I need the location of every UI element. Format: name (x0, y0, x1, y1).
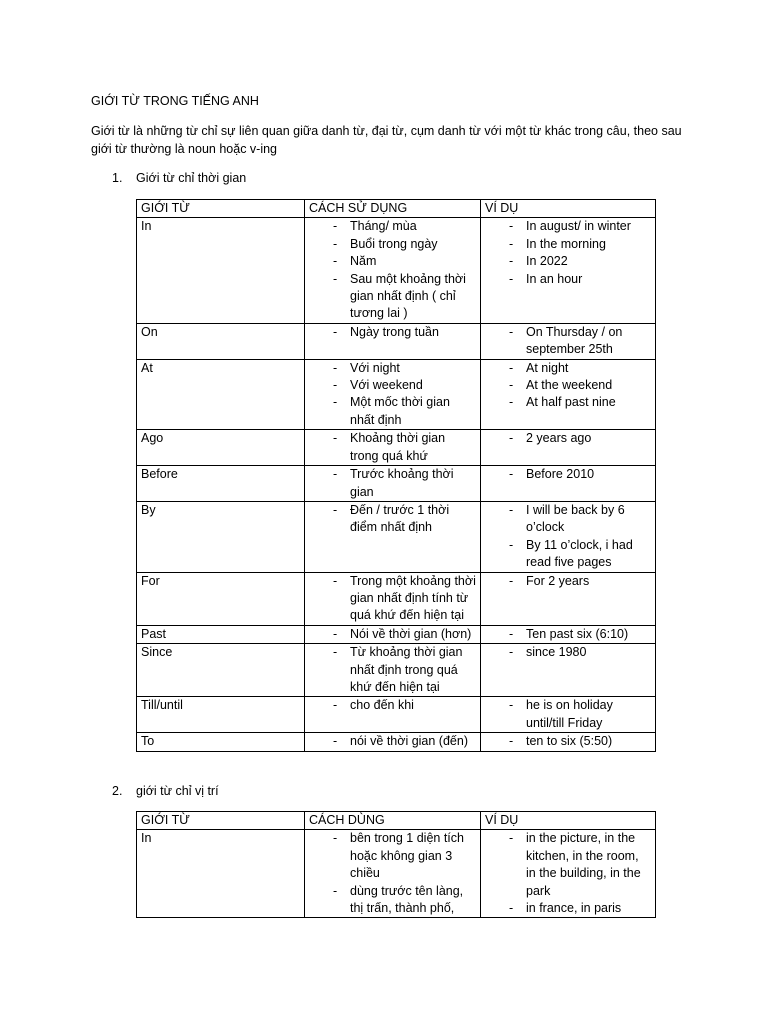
usage-item: - Một mốc thời gian nhất định (309, 394, 476, 429)
example-list (485, 626, 651, 643)
usage-list (309, 466, 476, 501)
usage-list (309, 573, 476, 625)
usage-item: - Từ khoảng thời gian nhất định trong quá khứ đến hiện tại (309, 644, 476, 696)
example-item: - By 11 o’clock, i had read five pages (485, 537, 651, 572)
usage-item: - Năm (309, 253, 476, 270)
example-item: - since 1980 (485, 644, 651, 661)
table-row (137, 733, 656, 751)
example-item: - In 2022 (485, 253, 651, 270)
table-header-row (137, 812, 656, 830)
example-list (485, 360, 651, 412)
example-cell (481, 625, 656, 643)
header-usage: CÁCH DÙNG (305, 812, 481, 830)
table-row (137, 218, 656, 323)
example-list (485, 502, 651, 572)
example-cell (481, 644, 656, 697)
usage-item: - Trong một khoảng thời gian nhất định tính từ quá khứ đến hiện tại (309, 573, 476, 625)
preposition-cell: Ago (137, 430, 305, 466)
example-cell (481, 323, 656, 359)
usage-item: - cho đến khi (309, 697, 476, 714)
section-2-title: giới từ chỉ vị trí (136, 784, 219, 798)
example-item: - 2 years ago (485, 430, 651, 447)
usage-cell (305, 430, 481, 466)
example-list (485, 733, 651, 750)
usage-item: - Nói về thời gian (hơn) (309, 626, 476, 643)
preposition-cell: To (137, 733, 305, 751)
table-row (137, 323, 656, 359)
example-cell (481, 733, 656, 751)
preposition-cell: Before (137, 466, 305, 502)
example-list (485, 573, 651, 590)
example-item: - At half past nine (485, 394, 651, 411)
table-row (137, 359, 656, 430)
usage-cell (305, 830, 481, 918)
usage-item: - bên trong 1 diện tích hoặc không gian 3 chiều (309, 830, 476, 882)
example-item: - Before 2010 (485, 466, 651, 483)
usage-item: - nói về thời gian (đến) (309, 733, 476, 750)
usage-cell (305, 572, 481, 625)
table-row (137, 644, 656, 697)
example-cell (481, 697, 656, 733)
usage-list (309, 626, 476, 643)
header-example: VÍ DỤ (481, 200, 656, 218)
example-item: - Ten past six (6:10) (485, 626, 651, 643)
preposition-cell: By (137, 501, 305, 572)
usage-item: - Đến / trước 1 thời điểm nhất định (309, 502, 476, 537)
usage-list (309, 697, 476, 714)
example-cell (481, 572, 656, 625)
example-cell (481, 501, 656, 572)
example-list (485, 644, 651, 661)
preposition-cell: Past (137, 625, 305, 643)
example-item: - In the morning (485, 236, 651, 253)
example-item: - ten to six (5:50) (485, 733, 651, 750)
table-row (137, 466, 656, 502)
usage-list (309, 644, 476, 696)
example-cell (481, 466, 656, 502)
usage-list (309, 830, 476, 917)
preposition-cell: In (137, 830, 305, 918)
table-row (137, 697, 656, 733)
place-prepositions-table (136, 811, 656, 918)
usage-cell (305, 644, 481, 697)
usage-cell (305, 323, 481, 359)
example-item: - I will be back by 6 o’clock (485, 502, 651, 537)
table-row (137, 572, 656, 625)
example-list (485, 324, 651, 359)
preposition-cell: In (137, 218, 305, 323)
header-preposition: GIỚI TỪ (137, 200, 305, 218)
table-row (137, 625, 656, 643)
section-1-number: 1. (112, 171, 123, 185)
table-row (137, 430, 656, 466)
example-list (485, 430, 651, 447)
preposition-cell: Till/until (137, 697, 305, 733)
usage-cell (305, 625, 481, 643)
example-list (485, 830, 651, 917)
usage-cell (305, 501, 481, 572)
intro-paragraph: Giới từ là những từ chỉ sự liên quan giữa danh từ, đại từ, cụm danh từ với một từ khác trong câu, theo sau giới từ thường là noun hoặc v-ing (91, 124, 682, 156)
usage-cell (305, 218, 481, 323)
usage-item: - Tháng/ mùa (309, 218, 476, 235)
usage-list (309, 324, 476, 341)
usage-cell (305, 359, 481, 430)
usage-item: - Sau một khoảng thời gian nhất định ( chỉ tương lai ) (309, 271, 476, 323)
section-2-heading (112, 784, 219, 798)
table-header-row (137, 200, 656, 218)
example-cell (481, 430, 656, 466)
header-example: VÍ DỤ (481, 812, 656, 830)
usage-cell (305, 466, 481, 502)
section-2-number: 2. (112, 784, 123, 798)
example-cell (481, 218, 656, 323)
header-preposition: GIỚI TỪ (137, 812, 305, 830)
usage-list (309, 430, 476, 465)
header-usage: CÁCH SỬ DỤNG (305, 200, 481, 218)
table-row (137, 501, 656, 572)
example-list (485, 697, 651, 732)
usage-item: - Với weekend (309, 377, 476, 394)
preposition-cell: At (137, 359, 305, 430)
usage-list (309, 502, 476, 537)
time-prepositions-table (136, 199, 656, 752)
preposition-cell: For (137, 572, 305, 625)
usage-list (309, 360, 476, 430)
usage-item: - Ngày trong tuần (309, 324, 476, 341)
usage-cell (305, 697, 481, 733)
example-item: - For 2 years (485, 573, 651, 590)
usage-item: - Với night (309, 360, 476, 377)
example-list (485, 218, 651, 288)
usage-item: - dùng trước tên làng, thị trấn, thành phố, (309, 883, 476, 918)
preposition-cell: On (137, 323, 305, 359)
preposition-cell: Since (137, 644, 305, 697)
example-list (485, 466, 651, 483)
section-1-title: Giới từ chỉ thời gian (136, 171, 247, 185)
usage-item: - Khoảng thời gian trong quá khứ (309, 430, 476, 465)
table-row (137, 830, 656, 918)
example-item: - In august/ in winter (485, 218, 651, 235)
usage-item: - Trước khoảng thời gian (309, 466, 476, 501)
usage-item: - Buổi trong ngày (309, 236, 476, 253)
section-1-heading (112, 171, 246, 185)
example-item: - in the picture, in the kitchen, in the room, in the building, in the park (485, 830, 651, 900)
document-title: GIỚI TỪ TRONG TIẾNG ANH (91, 94, 259, 108)
example-item: - On Thursday / on september 25th (485, 324, 651, 359)
example-item: - in france, in paris (485, 900, 651, 917)
example-item: - At night (485, 360, 651, 377)
example-cell (481, 830, 656, 918)
example-item: - At the weekend (485, 377, 651, 394)
usage-cell (305, 733, 481, 751)
usage-list (309, 218, 476, 322)
example-cell (481, 359, 656, 430)
example-item: - In an hour (485, 271, 651, 288)
usage-list (309, 733, 476, 750)
example-item: - he is on holiday until/till Friday (485, 697, 651, 732)
